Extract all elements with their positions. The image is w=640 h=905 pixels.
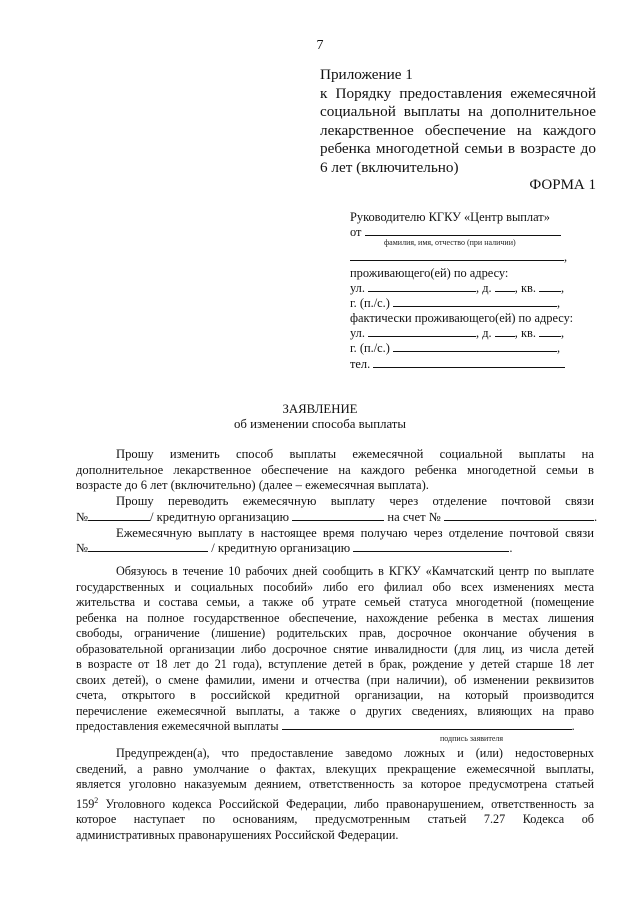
- actual-city-field[interactable]: [393, 341, 557, 352]
- body-line: Предупрежден(а), что предоставление заведомо ложных и (или) недостоверных: [116, 746, 594, 760]
- city-label: г. (п./с.): [350, 341, 390, 355]
- body-line: которое наступает по основаниям, предусмотренным статьей 7.27 Кодекса об: [76, 812, 594, 827]
- appendix-line: социальной выплаты на дополнительное: [320, 103, 596, 121]
- actual-address-label: фактически проживающего(ей) по адресу:: [350, 311, 574, 325]
- body-line: своих детей), о смене фамилии, имени и отчества (при наличии), об изменении реквизитов: [76, 672, 594, 687]
- article-superscript: 2: [94, 795, 99, 805]
- from-row: [350, 225, 561, 239]
- body-line: административных правонарушениях Российской Федерации.: [76, 827, 399, 842]
- document-subtitle: об изменении способа выплаты: [233, 417, 406, 431]
- actual-street-field[interactable]: [368, 326, 476, 337]
- actual-city-row: г. (п./с.) ,: [350, 341, 561, 355]
- body-line: государственных и социальных пособий» либо его филиал обо всех изменениях места: [76, 579, 594, 594]
- body-line: жительства и состава семьи, а также об утрате семьей статуса многодетной (помещение: [76, 595, 594, 609]
- apt-label: , кв.: [514, 326, 536, 340]
- warning-paragraph: [76, 746, 594, 843]
- account-label: на счет №: [387, 509, 441, 524]
- house-label: , д.: [476, 326, 492, 340]
- residing-label: проживающего(ей) по адресу:: [350, 266, 509, 280]
- article-number: 159: [76, 796, 95, 811]
- city-label: г. (п./с.): [350, 296, 390, 310]
- actual-apt-field[interactable]: [539, 326, 561, 337]
- account-field[interactable]: [444, 510, 594, 521]
- house-field[interactable]: [495, 281, 515, 292]
- page-number: 7: [316, 38, 324, 53]
- body-line: дополнительное лекарственное обеспечение на каждого ребенка многодетной семьи в: [76, 462, 594, 477]
- body-line: Ежемесячную выплату в настоящее время получаю через отделение почтовой связи: [116, 525, 594, 540]
- body-line: возрасте до 6 лет (включительно) (далее – ежемесячная выплата).: [76, 478, 429, 493]
- body-line: является уголовно наказуемым деянием, ответственность за которое предусмотрена статьей: [76, 777, 594, 791]
- body-line: Обязуюсь в течение 10 рабочих дней сообщить в КГКУ «Камчатский центр по выплате: [116, 564, 594, 578]
- street-label: ул.: [350, 281, 365, 295]
- fio-line-2: ,: [350, 250, 567, 264]
- body-line: счета, открытого в российской кредитной организации, на который производится: [76, 688, 594, 702]
- body-line: образовательной организации либо досрочное снятие инвалидности (для лиц, из числа детей: [76, 641, 594, 656]
- number-sign: №: [76, 541, 89, 556]
- street-field[interactable]: [368, 281, 476, 292]
- signature-row: предоставления ежемесячной выплаты .: [76, 719, 575, 733]
- fio-caption: фамилия, имя, отчество (при наличии): [384, 238, 516, 247]
- body-line: сведений, а равно умолчание о фактах, влекущих прекращение ежемесячной выплаты,: [76, 761, 594, 776]
- new-post-office-field[interactable]: [88, 510, 150, 521]
- signature-field[interactable]: [282, 719, 572, 730]
- body-line: предоставления ежемесячной выплаты: [76, 719, 279, 733]
- body-line: в возрасте от 18 лет до 21 года), вступление детей в брак, рождение у детей старше 18 лет: [76, 657, 594, 671]
- phone-label: тел.: [350, 357, 371, 371]
- fio-field-2[interactable]: [350, 250, 564, 261]
- body-line: ребенка на полное государственное обеспечение, нахождение ребенка в местах лишения: [76, 610, 594, 625]
- current-post-office-field[interactable]: [88, 541, 208, 552]
- phone-field[interactable]: [373, 357, 565, 368]
- appendix-line: ребенка многодетной семьи в возрасте до: [320, 140, 596, 158]
- request-paragraph: [76, 447, 598, 557]
- actual-house-field[interactable]: [495, 326, 515, 337]
- actual-street-row: ул. , д. , кв. ,: [350, 326, 565, 340]
- fio-field[interactable]: [365, 225, 561, 236]
- addressee-to: Руководителю КГКУ «Центр выплат»: [350, 210, 550, 224]
- obligation-paragraph: [76, 564, 594, 735]
- article-line: [76, 793, 594, 813]
- apt-label: , кв.: [514, 281, 536, 295]
- body-line: свободы, ограничение (лишение) родительских прав, досрочное окончание обучения в: [76, 626, 594, 640]
- apt-field[interactable]: [539, 281, 561, 292]
- credit-org-label: / кредитную организацию: [211, 541, 351, 556]
- credit-org-label: / кредитную организацию: [150, 509, 290, 524]
- city-field[interactable]: [393, 296, 557, 307]
- street-row: ул. , д. , кв. ,: [350, 281, 565, 295]
- appendix-line: 6 лет (включительно): [320, 158, 459, 176]
- current-credit-org-field[interactable]: [353, 541, 509, 552]
- appendix-line: лекарственное обеспечение на каждого: [320, 121, 596, 139]
- appendix-line: к Порядку предоставления ежемесячной: [320, 84, 596, 102]
- current-payment-row: № / кредитную организацию .: [76, 541, 513, 556]
- signature-caption: подпись заявителя: [440, 734, 504, 743]
- appendix-line: Приложение 1: [320, 66, 413, 83]
- new-credit-org-field[interactable]: [292, 510, 384, 521]
- form-label: ФОРМА 1: [529, 177, 596, 193]
- document-title: ЗАЯВЛЕНИЕ: [282, 402, 358, 416]
- body-line: Прошу переводить ежемесячную выплату через отделение почтовой связи: [116, 494, 594, 509]
- body-line: Уголовного кодекса Российской Федерации, либо правонарушением, ответственность за: [98, 796, 594, 811]
- body-line: перечисление ежемесячной выплаты, а также о других сведениях, влияющих на право: [76, 703, 594, 718]
- street-label: ул.: [350, 326, 365, 340]
- phone-row: [350, 357, 565, 371]
- new-payment-row: № / кредитную организацию на счет № .: [76, 509, 598, 524]
- body-line: Прошу изменить способ выплаты ежемесячной социальной выплаты на: [116, 447, 594, 461]
- from-label: от: [350, 225, 362, 239]
- city-row: г. (п./с.) ,: [350, 296, 561, 310]
- number-sign: №: [76, 509, 89, 524]
- house-label: , д.: [476, 281, 492, 295]
- appendix-header: [320, 66, 596, 178]
